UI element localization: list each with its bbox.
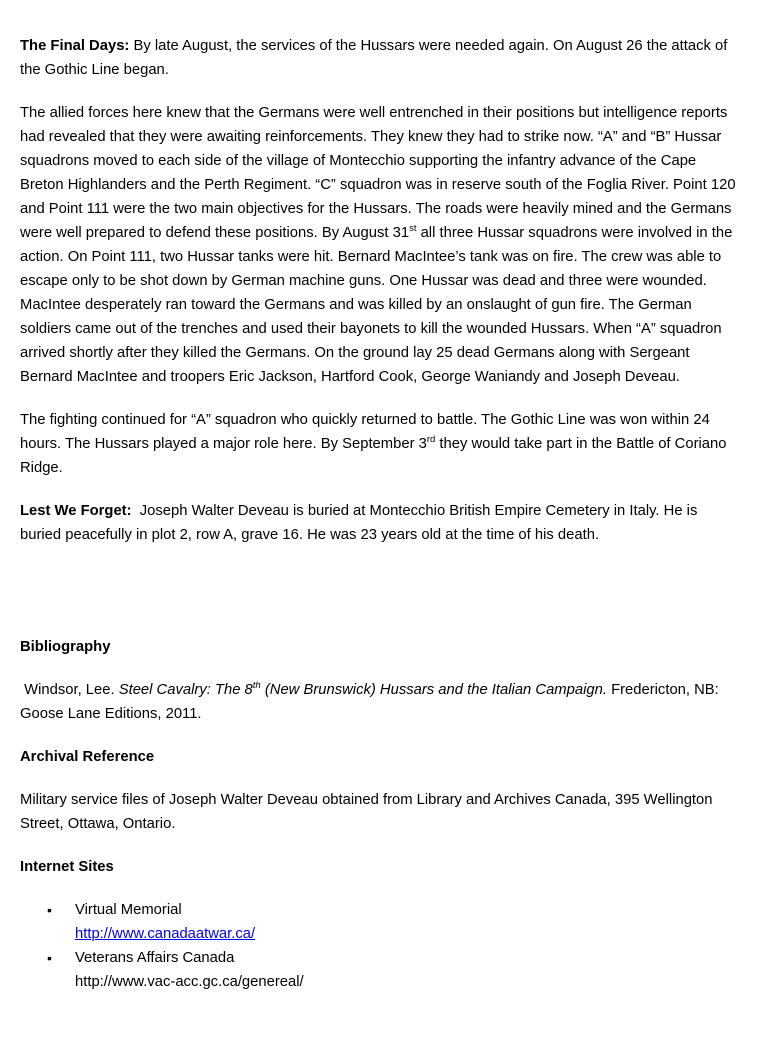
ordinal-superscript-st: st xyxy=(409,223,417,235)
bullet-icon: • xyxy=(47,902,52,918)
lest-we-forget-lead: Lest We Forget: xyxy=(20,503,132,519)
bib-title-1: Steel Cavalry: The 8 xyxy=(118,682,253,698)
veterans-affairs-url: http://www.vac-acc.gc.ca/genereal/ xyxy=(75,974,304,990)
final-days-body: By late August, the services of the Hussars were needed again. On August 26 the attack of the Gothic Line began. xyxy=(20,38,732,78)
lest-we-forget-body: Joseph Walter Deveau is buried at Montecchio British Empire Cemetery in Italy. He is buried peacefully in plot 2, row A, grave 16. He was 23 years old at the time of his death. xyxy=(20,503,702,543)
paragraph-final-days xyxy=(20,34,742,82)
canadaatwar-link[interactable]: http://www.canadaatwar.ca/ xyxy=(75,926,256,942)
internet-sites-heading: Internet Sites xyxy=(20,859,114,875)
bullet-icon: • xyxy=(47,950,52,966)
paragraph-battle xyxy=(20,101,742,389)
bibliography-entry xyxy=(20,678,742,726)
list-item-veterans-affairs xyxy=(20,946,742,994)
battle-text-2: all three Hussar squadrons were involved in the action. On Point 111, two Hussar tanks were hit. Bernard MacIntee’s tank was on fire. The crew was able to escape only to be shot down by German machine guns. One Hussar was dead and three were wounded. MacIntee desperately ran toward the Germans and was killed by an onslaught of gun fire. The German soldiers came out of the trenches and used their bayonets to kill the wounded Hussars. When “A” squadron arrived shortly after they killed the Germans. On the ground lay 25 dead Germans along with Sergeant Bernard MacIntee and troopers Eric Jackson, Hartford Cook, George Waniandy and Joseph Deveau. xyxy=(20,225,737,385)
archival-reference-heading: Archival Reference xyxy=(20,749,155,765)
veterans-affairs-label: Veterans Affairs Canada xyxy=(75,950,235,966)
archival-reference-body: Military service files of Joseph Walter Deveau obtained from Library and Archives Canada, 395 Wellington Street, Ottawa, Ontario. xyxy=(20,792,717,832)
fighting-text-2: they would take part in the Battle of Coriano Ridge. xyxy=(20,436,731,476)
internet-sites-list xyxy=(20,898,742,994)
virtual-memorial-label: Virtual Memorial xyxy=(75,902,182,918)
fighting-text-1: The fighting continued for “A” squadron who quickly returned to battle. The Gothic Line was won within 24 hours. The Hussars played a major role here. By September 3 xyxy=(20,412,714,452)
final-days-lead: The Final Days: xyxy=(20,38,130,54)
bib-author: Windsor, Lee. xyxy=(20,682,119,698)
ordinal-superscript-th: th xyxy=(252,680,261,692)
list-item-virtual-memorial xyxy=(20,898,742,946)
paragraph-lest-we-forget xyxy=(20,499,742,547)
blank-space xyxy=(20,566,742,635)
ordinal-superscript-rd: rd xyxy=(426,434,436,446)
bibliography-heading: Bibliography xyxy=(20,639,111,655)
bib-title-2: (New Brunswick) Hussars and the Italian Campaign. xyxy=(260,682,607,698)
paragraph-fighting xyxy=(20,408,742,480)
bib-publisher: Fredericton, NB: Goose Lane Editions, 2011. xyxy=(20,682,723,722)
battle-text-1: The allied forces here knew that the Germans were well entrenched in their positions but intelligence reports had revealed that they were awaiting reinforcements. They knew they had to strike now. “A” and “B” Hussar squadrons moved to each side of the village of Montecchio supporting the infantry advance of the Cape Breton Highlanders and the Perth Regiment. “C” squadron was in reserve south of the Foglia River. Point 120 and Point 111 were the two main objectives for the Hussars. The roads were heavily mined and the Germans were well prepared to defend these positions. By August 31 xyxy=(20,105,740,241)
